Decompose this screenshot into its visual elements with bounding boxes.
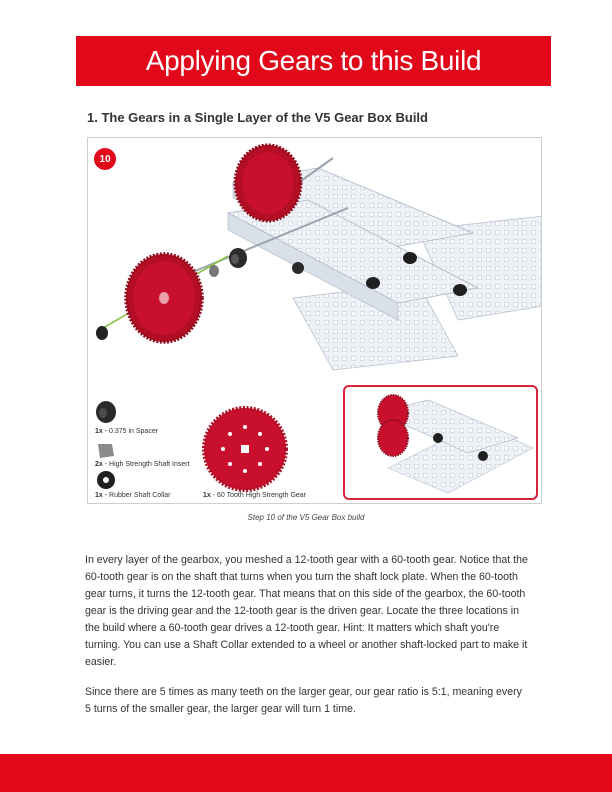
build-step-figure	[87, 137, 542, 504]
body-paragraph-2: Since there are 5 times as many teeth on the larger gear, our gear ratio is 5:1, meaning every 5 turns of the smaller gear, the larger gear will turn 1 time.	[85, 686, 522, 715]
figure-caption: Step 10 of the V5 Gear Box build	[247, 513, 365, 522]
part-label-gear	[203, 492, 306, 499]
part-qty: 1x	[95, 492, 103, 499]
part-name: - Rubber Shaft Collar	[102, 492, 171, 499]
banner-title: Applying Gears to this Build	[145, 45, 482, 76]
part-name: - 60 Tooth High Strength Gear	[210, 492, 307, 499]
part-qty: 1x	[203, 492, 211, 499]
body-paragraph-1: In every layer of the gearbox, you meshed a 12-tooth gear with a 60-tooth gear. Notice that the 60-tooth gear is on the shaft that turns when you turn the shaft lock plate. When the 60-tooth gear turns, it turns the 12-tooth gear. That means that on this side of the gearbox, the 60-tooth gear is the driving gear and the 12-tooth gear is the driven gear. Locate the three locations in the build where a 60-tooth gear drives a 12-tooth gear. Hint: It matters which shaft you're turning. You can use a Shaft Collar extended to a wheel or another shaft-locked part to make it easier.	[85, 554, 528, 668]
gear-60-tooth-back	[235, 145, 301, 221]
part-label-shaft-collar	[95, 492, 171, 499]
shaft-insert-part	[209, 265, 219, 277]
part-label-shaft-insert	[95, 461, 190, 468]
spacer-part	[229, 248, 247, 268]
gear-60-tooth-front	[126, 254, 202, 342]
step-number-badge: 10	[94, 148, 116, 170]
part-name: - 0.375 in Spacer	[102, 428, 159, 435]
part-qty: 2x	[95, 461, 103, 468]
page-banner	[76, 36, 551, 86]
footer-bar	[0, 754, 612, 792]
legend-shaft-insert-icon	[98, 444, 114, 458]
legend-gear-icon	[204, 408, 286, 490]
shaft-collar-part	[96, 326, 108, 340]
build-illustration	[88, 138, 542, 504]
part-label-spacer	[95, 428, 158, 435]
section-heading: 1. The Gears in a Single Layer of the V5 Gear Box Build	[87, 110, 428, 125]
legend-spacer-icon	[96, 401, 116, 423]
part-name: - High Strength Shaft Insert	[102, 461, 190, 468]
inset-detail-view	[344, 386, 537, 499]
legend-shaft-collar-icon	[97, 471, 115, 489]
part-qty: 1x	[95, 428, 103, 435]
